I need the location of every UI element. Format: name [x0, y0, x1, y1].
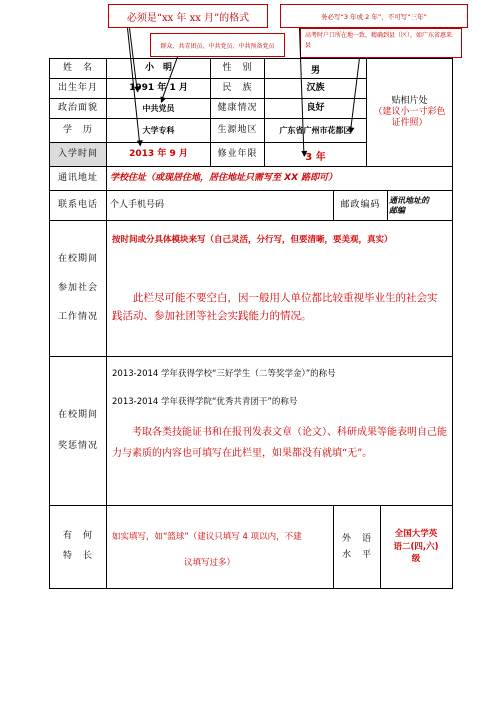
activities-label-1: 在校期间: [57, 254, 98, 265]
value-name: 小 明: [144, 63, 172, 74]
postcode-line-2: 邮编: [389, 205, 405, 215]
label-enroll: 入学时间: [50, 143, 106, 166]
language-label-2: 水 平: [341, 550, 372, 560]
photo-line-3: 证件照）: [391, 117, 428, 128]
callout-political: 群众、共青团员、中共党员、中共预备党员: [150, 33, 285, 57]
label-language: [334, 506, 380, 588]
label-politics: 政治面貌: [57, 103, 98, 114]
label-specialty: [50, 506, 106, 588]
activities-body: 此栏尽可能不要空白，因一般用人单位都比较重视毕业生的社会实践活动、参加社团等社会实践能力的情况。: [112, 292, 438, 322]
value-enroll: 2013 年 9 月: [129, 149, 188, 160]
activities-label-3: 工作情况: [57, 311, 98, 322]
value-origin: 广东省广州市花都区: [279, 125, 352, 135]
language-line-1: 全国大学英: [394, 528, 438, 539]
label-awards: [50, 357, 106, 505]
specialty-label-1: 有 何: [62, 531, 93, 542]
photo-line-1: 贴相片处: [391, 96, 428, 107]
value-education: 大学专科: [142, 125, 175, 135]
label-address: 通讯地址: [57, 173, 98, 184]
value-gender: 男: [310, 66, 320, 77]
label-activities: [50, 221, 106, 356]
awards-label-1: 在校期间: [57, 410, 98, 421]
specialty-line-1: 如实填写，如“篮球”（建议只填写 4 项以内，不建: [112, 532, 302, 542]
value-birth: 1991 年 1 月: [129, 83, 188, 94]
callout-origin: 高考时户口所在地一致，精确到县（区），如广东省惠来县: [300, 28, 462, 58]
value-address: [110, 167, 450, 190]
activities-hint: 按时间或分具体模块来写（自己灵活，分行写，但要清晰，要美观，真实）: [112, 235, 393, 245]
label-name: 姓 名: [62, 63, 93, 74]
label-phone: 联系电话: [57, 200, 98, 211]
postcode-line-1: 通讯地址的: [389, 195, 429, 205]
language-label-1: 外 语: [341, 533, 372, 544]
specialty-line-2: 议填写过多）: [184, 557, 236, 568]
label-ethnicity: 民 族: [222, 83, 253, 94]
label-postcode: 邮政编码: [340, 200, 381, 211]
awards-label-2: 奖惩情况: [57, 441, 98, 451]
award-item-1: 2013-2014 学年获得学校“三好学生（二等奖学金）”的称号: [112, 369, 336, 379]
value-language: [381, 506, 451, 588]
photo-placeholder: [367, 59, 452, 166]
label-birth: 出生年月: [57, 83, 98, 94]
value-postcode-note: [389, 191, 451, 220]
value-health: 良好: [306, 103, 325, 114]
label-gender: 性 别: [222, 63, 253, 74]
value-duration: 3 年: [305, 151, 326, 163]
label-duration: 修业年限: [217, 149, 258, 160]
callout-duration: 务必写“3 年或 2 年”，不可写“三年”: [280, 4, 468, 28]
activities-label-2: 参加社会: [57, 283, 98, 294]
label-education: 学 历: [62, 125, 93, 136]
value-specialty: [112, 525, 332, 576]
label-origin: 生源地区: [217, 125, 258, 136]
language-line-3: 级: [411, 554, 421, 565]
address-text: 学校住址（或现居住地，居住地址只需写至 XX 路即可）: [110, 173, 338, 184]
value-politics: 中共党员: [142, 103, 175, 113]
value-ethnicity: 汉族: [306, 83, 325, 94]
callout-date-format: 必须是“xx 年 xx 月”的格式: [108, 4, 268, 28]
photo-line-2: （建议小一寸彩色: [373, 107, 446, 118]
award-item-2: 2013-2014 学年获得学院“优秀共青团干”的称号: [112, 397, 298, 407]
language-line-2: 语二(四,六): [393, 541, 439, 552]
awards-body: 考取各类技能证书和在报刊发表文章（论文）、科研成果等能表明自己能力与素质的内容也可填写在此栏里，如果都没有就填“无”。: [112, 427, 447, 459]
value-phone: 个人手机号码: [110, 200, 165, 211]
specialty-label-2: 特 长: [62, 551, 93, 561]
label-health: 健康情况: [217, 103, 258, 114]
